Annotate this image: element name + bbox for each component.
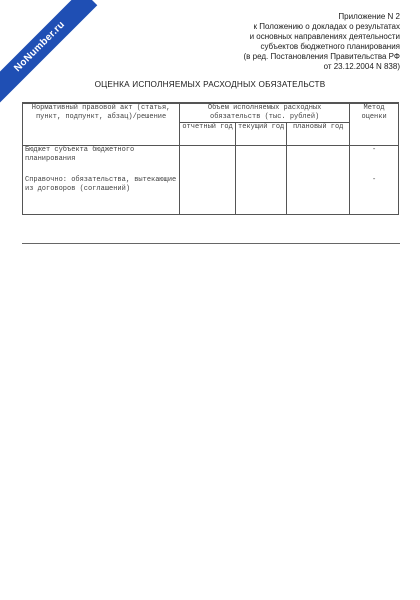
cell-current-year — [236, 176, 287, 208]
appendix-header — [180, 12, 400, 72]
header-line: и основных направлениях деятельности — [249, 32, 400, 41]
row-label: Бюджет субъекта бюджетного планирования — [23, 146, 180, 177]
header-line: Приложение N 2 — [338, 12, 400, 21]
col-header-method: Метод оценки — [350, 103, 399, 146]
cell-method: - — [350, 146, 399, 177]
table-row — [23, 146, 399, 177]
header-line: субъектов бюджетного планирования — [260, 42, 400, 51]
header-line: (в ред. Постановления Правительства РФ — [243, 52, 400, 61]
cell-reporting-year — [180, 146, 236, 177]
col-header-current-year: текущий год — [236, 123, 287, 146]
table-row — [23, 176, 399, 208]
col-header-planned-year: плановый год — [287, 123, 350, 146]
page-divider — [22, 243, 400, 244]
cell-current-year — [236, 146, 287, 177]
header-line: от 23.12.2004 N 838) — [323, 62, 400, 71]
document-title: ОЦЕНКА ИСПОЛНЯЕМЫХ РАСХОДНЫХ ОБЯЗАТЕЛЬСТВ — [94, 80, 326, 89]
cell-method: - — [350, 176, 399, 208]
col-header-reporting-year: отчетный год — [180, 123, 236, 146]
table-closing-row — [23, 208, 399, 215]
cell-reporting-year — [180, 176, 236, 208]
row-label: Справочно: обязательства, вытекающие из договоров (соглашений) — [23, 176, 180, 208]
watermark-ribbon: NoNumber.ru — [0, 0, 97, 104]
col-header-act: Нормативный правовой акт (статья, пункт, подпункт, абзац)/решение — [23, 103, 180, 146]
header-line: к Положению о докладах о результатах — [253, 22, 400, 31]
cell-planned-year — [287, 176, 350, 208]
col-header-volume: Объем исполняемых расходных обязательств (тыс. рублей) — [180, 103, 350, 123]
cell-planned-year — [287, 146, 350, 177]
obligations-table — [22, 102, 399, 215]
